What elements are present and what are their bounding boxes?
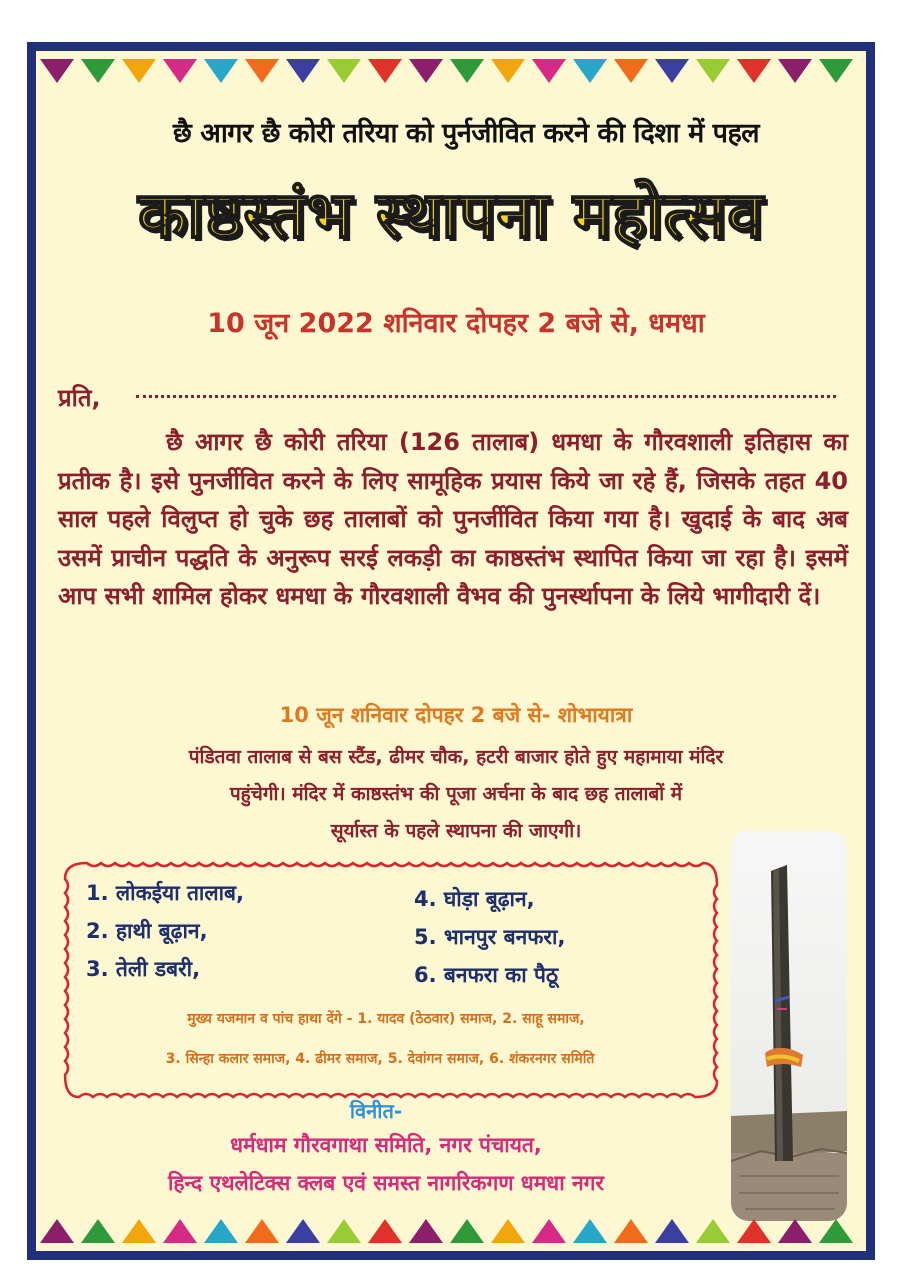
recipient-dotted-line (136, 389, 836, 398)
bunting-flag (819, 1219, 853, 1243)
pond-item: 4. घोड़ा बूढ़ान, (414, 887, 535, 911)
bunting-flag (327, 1219, 361, 1243)
bunting-flag (368, 1219, 402, 1243)
bunting-flag (696, 1219, 730, 1243)
yajman-line: मुख्य यजमान व पांच हाथा देंगे - 1. यादव (ठेठवार) समाज, 2. साहू समाज, (187, 1011, 585, 1027)
bunting-flag (614, 1219, 648, 1243)
pond-item: 1. लोकईया तालाब, (86, 881, 245, 905)
bunting-flag (819, 59, 853, 83)
bunting-flag (163, 59, 197, 83)
event-date: 10 जून 2022 शनिवार दोपहर 2 बजे से, धमधा (207, 308, 705, 339)
procession-line: सूर्यास्त के पहले स्थापना की जाएगी। (330, 820, 582, 842)
bunting-flag (368, 59, 402, 83)
procession-heading: 10 जून शनिवार दोपहर 2 बजे से- शोभायात्रा (279, 703, 633, 727)
bunting-flag (245, 1219, 279, 1243)
bunting-flag (122, 1219, 156, 1243)
bunting-flag (40, 59, 74, 83)
pond-item: 2. हाथी बूढ़ान, (86, 919, 208, 943)
bunting-flag (327, 59, 361, 83)
bunting-top (36, 57, 866, 87)
bunting-flag (245, 59, 279, 83)
bunting-flag (286, 59, 320, 83)
yajman-line: 3. सिन्हा कलार समाज, 4. ढीमर समाज, 5. देवांगन समाज, 6. शंकरनगर समिति (165, 1051, 595, 1067)
poster-border (27, 42, 875, 1260)
bunting-flag (491, 59, 525, 83)
bunting-flag (573, 59, 607, 83)
bunting-flag (81, 59, 115, 83)
bunting-flag (737, 1219, 771, 1243)
vinit-label: विनीत- (349, 1099, 403, 1123)
bunting-flag (450, 59, 484, 83)
main-title: काष्ठस्तंभ स्थापना महोत्सव (138, 179, 764, 253)
bunting-flag (40, 1219, 74, 1243)
bunting-flag (204, 59, 238, 83)
bunting-flag (286, 1219, 320, 1243)
bunting-flag (163, 1219, 197, 1243)
bunting-flag (778, 1219, 812, 1243)
bunting-flag (532, 59, 566, 83)
bunting-flag (737, 59, 771, 83)
pond-item: 5. भानपुर बनफरा, (414, 925, 566, 949)
pond-item: 6. बनफरा का पैठू (414, 963, 559, 987)
bunting-flag (204, 1219, 238, 1243)
organizer-line: हिन्द एथलेटिक्स क्लब एवं समस्त नागरिकगण धमधा नगर (167, 1171, 605, 1195)
bunting-flag (655, 1219, 689, 1243)
bunting-flag (409, 59, 443, 83)
subtitle: छै आगर छै कोरी तरिया को पुर्नजीवित करने की दिशा में पहल (172, 118, 760, 149)
procession-route (86, 739, 826, 850)
bunting-bottom (36, 1215, 866, 1245)
poster (36, 51, 866, 1251)
salutation: प्रति, (58, 384, 101, 412)
procession-line: पंडितवा तालाब से बस स्टैंड, ढीमर चौक, हटरी बाजार होते हुए महामाया मंदिर (188, 746, 724, 768)
bunting-flag (614, 59, 648, 83)
organizer-line: धर्मधाम गौरवगाथा समिति, नगर पंचायत, (230, 1133, 542, 1157)
procession-line: पहुंचेगी। मंदिर में काष्ठस्तंभ की पूजा अर्चना के बाद छह तालाबों में (229, 783, 683, 805)
bunting-flag (655, 59, 689, 83)
bunting-flag (491, 1219, 525, 1243)
bunting-flag (122, 59, 156, 83)
bunting-flag (573, 1219, 607, 1243)
bunting-flag (532, 1219, 566, 1243)
wooden-pillar-photo (731, 831, 847, 1221)
bunting-flag (409, 1219, 443, 1243)
pond-item: 3. तेली डबरी, (86, 957, 201, 981)
bunting-flag (81, 1219, 115, 1243)
bunting-flag (778, 59, 812, 83)
letter-body: छै आगर छै कोरी तरिया (126 तालाब) धमधा के गौरवशाली इतिहास का प्रतीक है। इसे पुनर्जीवित करने के लिए सामूहिक प्रयास किये जा रहे हैं, जिसके तहत 40 साल पहले विलुप्त हो चुके छह तालाबों को पुनर्जीवित किया गया है। खुदाई के बाद अब उसमें प्राचीन पद्धति के अनुरूप सरई लकड़ी का काष्ठस्तंभ स्थापित किया जा रहा है। इसमें आप सभी शामिल होकर धमधा के गौरवशाली वैभव की पुनर्स्थापना के लिये भागीदारी दें। (58, 428, 848, 610)
bunting-flag (450, 1219, 484, 1243)
bunting-flag (696, 59, 730, 83)
